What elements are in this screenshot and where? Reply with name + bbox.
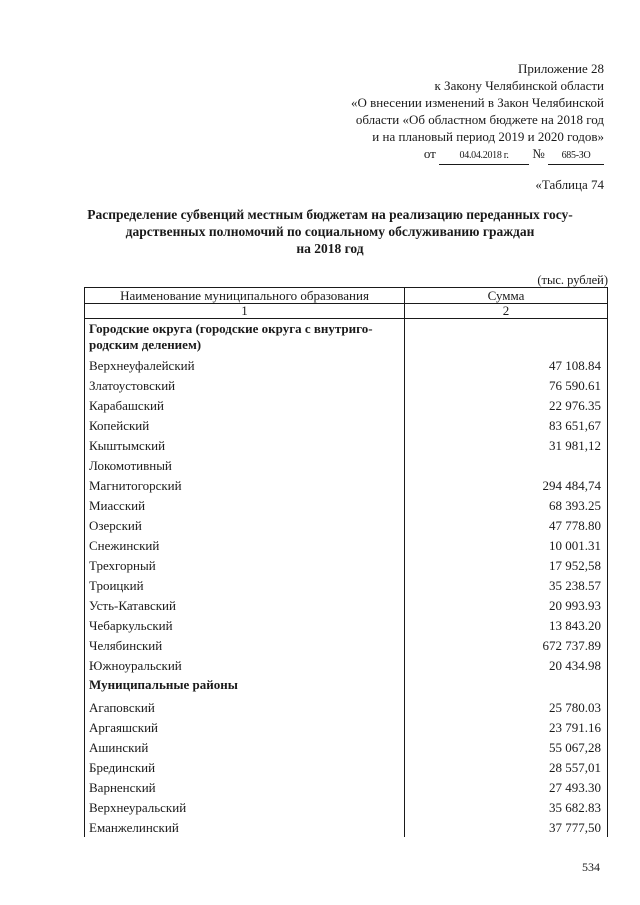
table-label: «Таблица 74 [535, 177, 604, 192]
municipality-name: Чебаркульский [85, 615, 405, 635]
subsidy-sum: 294 484,74 [405, 475, 608, 495]
municipality-name: Усть-Катавский [85, 595, 405, 615]
municipality-name: Ашинский [85, 737, 405, 757]
law-title-line: «О внесении изменений в Закон Челябинской [350, 95, 604, 110]
municipality-name: Кыштымский [85, 435, 405, 455]
group-sum-cell [405, 675, 608, 697]
municipality-name: Локомотивный [85, 455, 405, 475]
table-row [85, 817, 608, 837]
title-line: дарственных полномочий по социальному обслуживанию граждан [125, 224, 535, 239]
table-row [85, 635, 608, 655]
group-title [85, 319, 405, 356]
subsidy-sum: 10 001.31 [405, 535, 608, 555]
subsidy-sum: 35 682.83 [405, 797, 608, 817]
table-row [85, 737, 608, 757]
subsidy-sum: 17 952,58 [405, 555, 608, 575]
group-title-line: родским делением) [89, 337, 202, 352]
decree-from-label: от [423, 146, 436, 161]
column-header-name: Наименование муниципального образования [85, 288, 405, 304]
table-row [85, 595, 608, 615]
table-row [85, 415, 608, 435]
table-row [85, 717, 608, 737]
table-row [85, 777, 608, 797]
table-row [85, 655, 608, 675]
table-row [85, 575, 608, 595]
municipality-name: Трехгорный [85, 555, 405, 575]
decree-number-label: № [532, 146, 545, 161]
table-row [85, 475, 608, 495]
municipality-name: Снежинский [85, 535, 405, 555]
municipality-name: Южноуральский [85, 655, 405, 675]
subsidy-sum: 83 651,67 [405, 415, 608, 435]
subsidy-sum: 28 557,01 [405, 757, 608, 777]
subsidy-sum: 35 238.57 [405, 575, 608, 595]
table-row [85, 757, 608, 777]
subsidy-sum: 55 067,28 [405, 737, 608, 757]
table-row [85, 435, 608, 455]
column-header-sum: Сумма [405, 288, 608, 304]
page-number: 534 [582, 860, 600, 874]
subsidy-sum: 47 108.84 [405, 355, 608, 375]
table-row [85, 555, 608, 575]
table-row [85, 697, 608, 717]
appendix-header [351, 60, 604, 165]
subsidy-sum: 23 791.16 [405, 717, 608, 737]
column-number: 2 [405, 304, 608, 319]
subsidy-sum: 13 843.20 [405, 615, 608, 635]
municipality-name: Варненский [85, 777, 405, 797]
decree-line [351, 145, 604, 165]
subsidy-sum [405, 455, 608, 475]
table-row [85, 355, 608, 375]
municipality-name: Златоустовский [85, 375, 405, 395]
group-row [85, 319, 608, 356]
table-row [85, 535, 608, 555]
subsidy-sum: 31 981,12 [405, 435, 608, 455]
municipality-name: Копейский [85, 415, 405, 435]
municipality-name: Брединский [85, 757, 405, 777]
table-row [85, 375, 608, 395]
subsidy-sum: 27 493.30 [405, 777, 608, 797]
subsidy-sum: 25 780.03 [405, 697, 608, 717]
subsidy-sum: 37 777,50 [405, 817, 608, 837]
group-sum-cell [405, 319, 608, 356]
title-line: на 2018 год [296, 241, 364, 256]
municipality-name: Верхнеуфалейский [85, 355, 405, 375]
group-row [85, 675, 608, 697]
table-row [85, 515, 608, 535]
subsidy-sum: 68 393.25 [405, 495, 608, 515]
group-title-line: Муниципальные районы [89, 677, 238, 692]
municipality-name: Магнитогорский [85, 475, 405, 495]
table-row [85, 615, 608, 635]
municipality-name: Челябинский [85, 635, 405, 655]
law-title-line: области «Об областном бюджете на 2018 год [355, 112, 604, 127]
subsidy-sum: 47 778.80 [405, 515, 608, 535]
group-title-line: Городские округа (городские округа с внутриго- [89, 321, 373, 336]
table-row [85, 395, 608, 415]
municipality-name: Троицкий [85, 575, 405, 595]
subsidy-sum: 22 976.35 [405, 395, 608, 415]
subsidy-sum: 76 590.61 [405, 375, 608, 395]
subsidy-sum: 20 434.98 [405, 655, 608, 675]
appendix-line: Приложение 28 [517, 61, 604, 76]
municipality-name: Карабашский [85, 395, 405, 415]
column-number: 1 [85, 304, 405, 319]
unit-label: (тыс. рублей) [537, 273, 608, 287]
municipality-name: Миасский [85, 495, 405, 515]
municipality-name: Аргаяшский [85, 717, 405, 737]
table-row [85, 797, 608, 817]
municipality-name: Озерский [85, 515, 405, 535]
document-title [60, 206, 600, 257]
subsidy-sum: 672 737.89 [405, 635, 608, 655]
municipality-name: Еманжелинский [85, 817, 405, 837]
municipality-name: Верхнеуральский [85, 797, 405, 817]
law-title-line: и на плановый период 2019 и 2020 годов» [372, 129, 604, 144]
decree-number: 685-ЗО [548, 147, 604, 165]
table-body [85, 319, 608, 838]
title-line: Распределение субвенций местным бюджетам на реализацию переданных госу- [87, 207, 573, 222]
law-reference-line: к Закону Челябинской области [434, 78, 604, 93]
subsidy-sum: 20 993.93 [405, 595, 608, 615]
table-row [85, 455, 608, 475]
decree-date: 04.04.2018 г. [439, 147, 529, 165]
group-title [85, 675, 405, 697]
subsidy-table [84, 287, 607, 837]
municipality-name: Агаповский [85, 697, 405, 717]
table-row [85, 495, 608, 515]
